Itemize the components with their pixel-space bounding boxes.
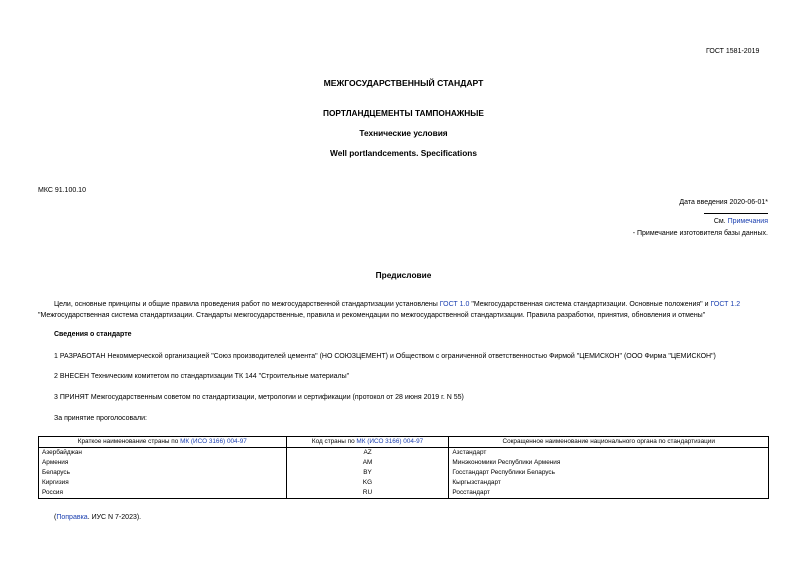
standard-subtitle-ru: Технические условия [359, 128, 448, 138]
national-body: Кыргызстандарт [449, 478, 769, 488]
country-code: KG [286, 478, 449, 488]
table-row [39, 478, 769, 488]
header-country-text: Краткое наименование страны по [77, 438, 181, 445]
info-item-2: 2 ВНЕСЕН Техническим комитетом по стандартизации ТК 144 "Строительные материалы" [54, 373, 350, 380]
country-name: Киргизия [39, 478, 287, 488]
introduction-date: Дата введения 2020-06-01* [679, 199, 768, 206]
mk-iso-link[interactable]: МК (ИСО 3166) 004-97 [356, 438, 424, 445]
amendment-note [54, 514, 141, 521]
mks-code: МКС 91.100.10 [38, 187, 86, 194]
amendment-text: . ИУС N 7-2023). [87, 514, 142, 521]
header-country-name [39, 437, 287, 448]
gost-1-2-link[interactable]: ГОСТ 1.2 [710, 301, 741, 308]
national-body: Азстандарт [449, 448, 769, 459]
standard-info-heading: Сведения о стандарте [54, 331, 132, 338]
header-code-text: Код страны по [311, 438, 357, 445]
notes-link[interactable]: Примечания [727, 218, 768, 225]
gost-1-0-link[interactable]: ГОСТ 1.0 [439, 301, 470, 308]
country-code: BY [286, 468, 449, 478]
amendment-link[interactable]: Поправка [56, 514, 88, 521]
national-body: Госстандарт Республики Беларусь [449, 468, 769, 478]
country-name: Армения [39, 458, 287, 468]
standard-type-heading: МЕЖГОСУДАРСТВЕННЫЙ СТАНДАРТ [323, 78, 484, 88]
amendment-open-paren: ( [54, 514, 57, 521]
foreword-paragraph [38, 299, 770, 321]
database-note: - Примечание изготовителя базы данных. [632, 230, 768, 237]
see-note-prefix: См. [713, 218, 728, 225]
header-body-text: Сокращенное наименование национального органа по стандартизации [502, 438, 715, 445]
table-row [39, 468, 769, 478]
national-body: Росстандарт [449, 488, 769, 499]
foreword-text-3: "Межгосударственная система стандартизации. Стандарты межгосударственные, правила и рекомендации по межгосударственной стандартизации. Правила разработки, принятия, обновления и отмены" [38, 312, 706, 319]
header-country-code [286, 437, 449, 448]
document-code: ГОСТ 1581-2019 [706, 48, 760, 55]
voting-countries-table [38, 436, 769, 499]
table-header-row [39, 437, 769, 448]
country-name: Азербайджан [39, 448, 287, 459]
standard-name-en: Well portlandcements. Specifications [330, 148, 477, 158]
country-code: AM [286, 458, 449, 468]
see-note [714, 218, 768, 225]
national-body: Минэкономики Республики Армения [449, 458, 769, 468]
country-code: AZ [286, 448, 449, 459]
mk-iso-link[interactable]: МК (ИСО 3166) 004-97 [180, 438, 247, 445]
foreword-text-1: Цели, основные принципы и общие правила проведения работ по межгосударственной стандартизации установлены [54, 301, 440, 308]
voted-label: За принятие проголосовали: [54, 415, 147, 422]
foreword-text-2: "Межгосударственная система стандартизации. Основные положения" и [469, 301, 711, 308]
country-name: Беларусь [39, 468, 287, 478]
note-divider [704, 213, 768, 214]
table-row [39, 488, 769, 499]
info-item-1: 1 РАЗРАБОТАН Некоммерческой организацией "Союз производителей цемента" (НО СОЮЗЦЕМЕНТ) и Обществом с ограниченной ответственностью Фирмой "ЦЕМИСКОН" (ООО Фирма "ЦЕМИСКОН") [54, 353, 716, 360]
table-row [39, 448, 769, 459]
standard-name-ru: ПОРТЛАНДЦЕМЕНТЫ ТАМПОНАЖНЫЕ [323, 108, 484, 118]
country-name: Россия [39, 488, 287, 499]
table-row [39, 458, 769, 468]
foreword-heading: Предисловие [375, 270, 432, 280]
country-code: RU [286, 488, 449, 499]
info-item-3: 3 ПРИНЯТ Межгосударственным советом по стандартизации, метрологии и сертификации (протокол от 28 июня 2019 г. N 55) [54, 394, 464, 401]
header-national-body [449, 437, 769, 448]
